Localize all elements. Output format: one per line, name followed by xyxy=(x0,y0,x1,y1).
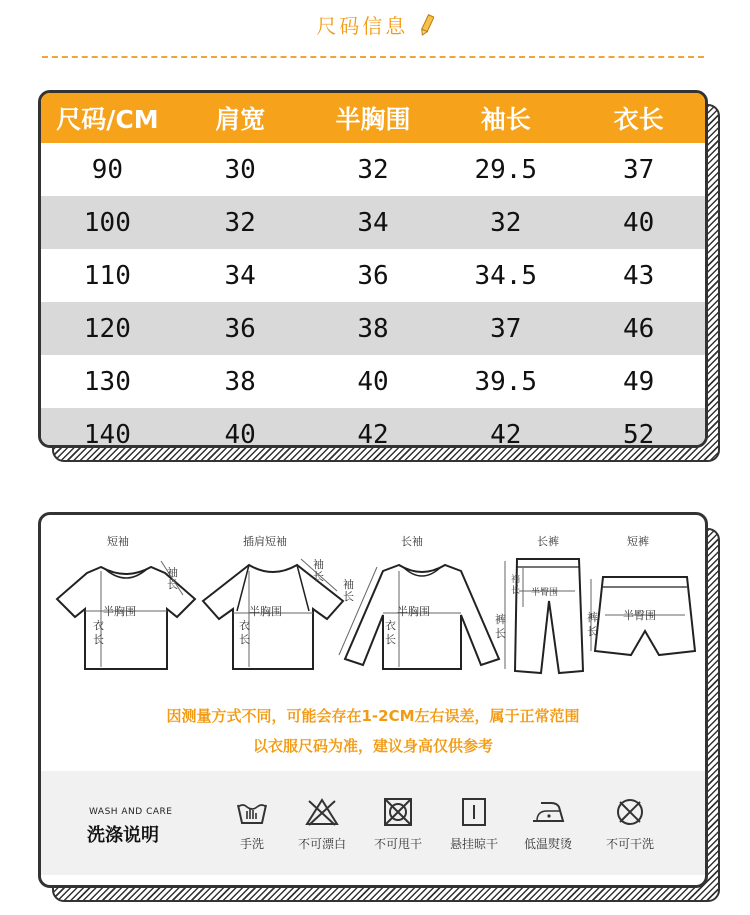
size-table xyxy=(41,93,705,448)
long-sleeve-title: 长袖 xyxy=(401,535,423,548)
cell-chest: 32 xyxy=(357,154,389,185)
measurement-care-card xyxy=(38,512,708,888)
table-row xyxy=(41,196,705,249)
cell-shoulder: 30 xyxy=(224,154,256,185)
care-item-hand-wash xyxy=(217,797,287,852)
header-length: 衣长 xyxy=(572,93,705,143)
cell-sleeve: 32 xyxy=(439,196,572,249)
pants-title: 长裤 xyxy=(537,535,559,548)
table-row xyxy=(41,408,705,448)
cell-chest: 34 xyxy=(307,196,440,249)
care-label: 手洗 xyxy=(239,837,264,851)
cell-length: 43 xyxy=(622,260,655,291)
table-header-row xyxy=(41,93,705,143)
header-shoulder: 肩宽 xyxy=(174,93,307,143)
header-sleeve: 袖长 xyxy=(439,93,572,143)
shorts-waist-label: 半臀围 xyxy=(623,609,656,622)
raglan-title: 插肩短袖 xyxy=(243,535,287,548)
title-divider xyxy=(42,56,704,58)
shorts-length-label: 裤长 xyxy=(587,611,598,638)
header-size: 尺码/CM xyxy=(41,93,174,143)
care-label: 不可甩干 xyxy=(373,837,422,851)
raglan-length-label: 衣长 xyxy=(239,619,250,646)
cell-length: 52 xyxy=(572,408,705,448)
cell-sleeve: 37 xyxy=(439,302,572,355)
pencil-icon xyxy=(420,13,434,42)
short-sleeve-length-label: 衣长 xyxy=(93,619,104,646)
pants-rise-label: 裆长 xyxy=(511,575,521,596)
hand-wash-icon xyxy=(235,797,269,827)
no-tumble-dry-icon xyxy=(381,797,415,827)
cell-size: 90 xyxy=(91,154,124,185)
low-iron-icon xyxy=(529,797,567,827)
cell-shoulder: 38 xyxy=(224,366,256,397)
cell-chest: 36 xyxy=(357,260,389,291)
measurement-note-1: 因测量方式不同，可能会存在1-2CM左右误差，属于正常范围 xyxy=(166,707,580,725)
cell-sleeve: 29.5 xyxy=(474,154,538,185)
raglan-sleeve-label: 袖长 xyxy=(313,558,324,583)
care-item-low-iron xyxy=(513,797,583,852)
cell-length: 37 xyxy=(622,154,655,185)
cell-shoulder: 34 xyxy=(224,260,256,291)
section-title xyxy=(0,10,750,42)
shorts-title: 短裤 xyxy=(627,535,649,548)
care-label: 不可干洗 xyxy=(605,837,654,851)
cell-size: 110 xyxy=(83,260,131,291)
care-item-no-dry-clean xyxy=(595,797,665,852)
care-item-line-dry xyxy=(439,797,509,852)
line-dry-icon xyxy=(457,797,491,827)
table-row xyxy=(41,302,705,355)
cell-shoulder: 36 xyxy=(174,302,307,355)
pants-length-label: 裤长 xyxy=(495,613,506,640)
care-label: 不可漂白 xyxy=(297,837,346,851)
short-sleeve-title: 短袖 xyxy=(107,535,129,548)
cell-size: 120 xyxy=(41,302,174,355)
cell-sleeve: 39.5 xyxy=(474,366,538,397)
short-sleeve-chest-label: 半胸围 xyxy=(103,605,136,618)
cell-sleeve: 42 xyxy=(439,408,572,448)
table-row xyxy=(41,249,705,302)
cell-sleeve: 34.5 xyxy=(474,260,538,291)
section-title-text: 尺码信息 xyxy=(316,14,409,38)
header-chest: 半胸围 xyxy=(307,93,440,143)
cell-shoulder: 32 xyxy=(174,196,307,249)
long-sleeve-length-label: 衣长 xyxy=(385,619,396,646)
measurement-note-2: 以衣服尺码为准，建议身高仅供参考 xyxy=(252,737,493,755)
table-row xyxy=(41,355,705,408)
care-item-no-bleach xyxy=(287,797,357,852)
pants-diagram xyxy=(493,551,593,681)
cell-chest: 42 xyxy=(307,408,440,448)
cell-size: 130 xyxy=(83,366,131,397)
pants-waist-label: 半臀围 xyxy=(531,588,559,598)
cell-length: 40 xyxy=(572,196,705,249)
size-table-card xyxy=(38,90,708,448)
care-item-no-tumble-dry xyxy=(363,797,433,852)
cell-chest: 38 xyxy=(307,302,440,355)
short-sleeve-sleeve-label: 袖长 xyxy=(167,566,178,591)
long-sleeve-chest-label: 半胸围 xyxy=(397,605,430,618)
care-label: 低温熨烫 xyxy=(523,837,572,851)
care-heading-cn: 洗涤说明 xyxy=(87,825,159,846)
cell-length: 46 xyxy=(572,302,705,355)
care-label: 悬挂晾干 xyxy=(449,837,498,851)
cell-length: 49 xyxy=(622,366,655,397)
no-bleach-icon xyxy=(305,797,339,827)
long-sleeve-sleeve-label: 袖长 xyxy=(343,578,354,603)
table-row xyxy=(41,143,705,196)
cell-shoulder: 40 xyxy=(174,408,307,448)
cell-chest: 40 xyxy=(357,366,389,397)
care-heading-en: WASH AND CARE xyxy=(89,807,173,817)
raglan-chest-label: 半胸围 xyxy=(249,605,282,618)
no-dry-clean-icon xyxy=(613,797,647,827)
cell-size: 140 xyxy=(41,408,174,448)
cell-size: 100 xyxy=(41,196,174,249)
